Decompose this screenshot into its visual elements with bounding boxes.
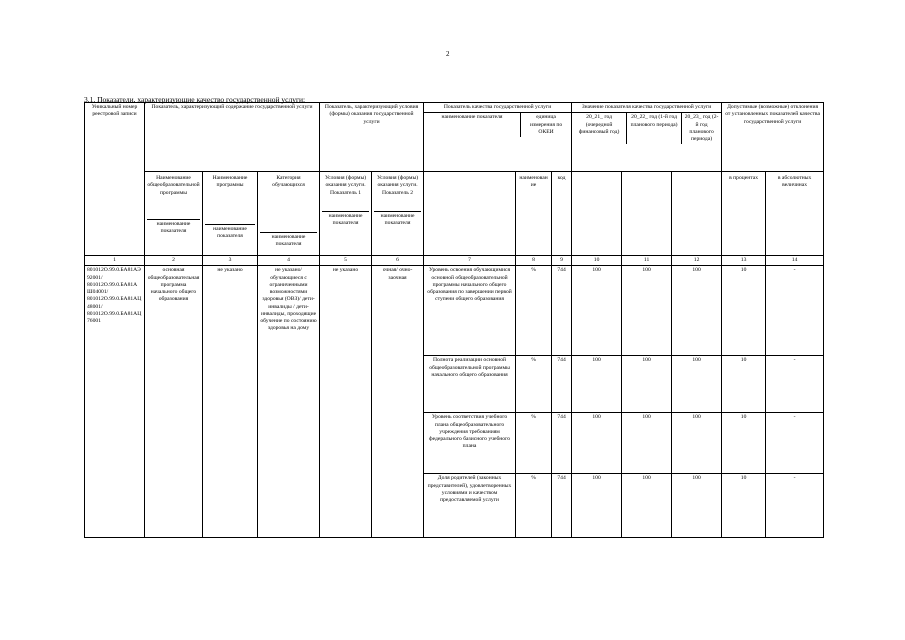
header-quality-indicator — [424, 103, 572, 172]
subheader-programs: Наименование программы наименование показателя — [203, 172, 258, 256]
subheader-condition-1-name: наименование показателя — [322, 211, 369, 228]
record-condition-2: очная/ очно-заочная — [372, 266, 424, 538]
subheader-empty-y2 — [622, 172, 672, 256]
header-conditions-indicator: Показатель, характеризующий условия (формы) оказания государственной услуги — [320, 103, 424, 172]
col-number: 9 — [552, 256, 572, 266]
indicator-value-2: 100 — [622, 413, 672, 474]
indicator-code: 744 — [552, 474, 572, 538]
subheader-unit-name: наименование — [516, 172, 552, 256]
header-quality-title: Показатель качества государственной услуги — [424, 103, 571, 113]
record-program: основная общеобразовательная программа начального общего образования — [145, 266, 203, 538]
col-number: 5 — [320, 256, 372, 266]
header-values-title: Значение показателя качества государственной услуги — [572, 103, 721, 113]
col-number: 8 — [516, 256, 552, 266]
indicator-deviation-absolute: - — [766, 356, 824, 413]
indicator-value-3: 100 — [672, 413, 722, 474]
indicator-unit: % — [516, 266, 552, 356]
indicator-code: 744 — [552, 266, 572, 356]
col-number: 3 — [203, 256, 258, 266]
quality-indicators-table — [84, 102, 824, 538]
indicator-unit: % — [516, 413, 552, 474]
indicator-name: Доля родителей (законных представителей), удовлетворенных условиями и качеством предоставляемой услуги — [424, 474, 516, 538]
header-year-1: 20_21_ год (очередной финансовый год) — [572, 113, 627, 144]
indicator-deviation-percent: 10 — [722, 356, 766, 413]
record-condition-1: не указано — [320, 266, 372, 538]
indicator-value-3: 100 — [672, 266, 722, 356]
indicator-unit: % — [516, 356, 552, 413]
indicator-value-2: 100 — [622, 266, 672, 356]
indicator-deviation-absolute: - — [766, 413, 824, 474]
col-number: 7 — [424, 256, 516, 266]
subheader-program: Наименование общеобразовательной программы наименование показателя — [145, 172, 203, 256]
header-content-indicator: Показатель, характеризующий содержание государственной услуги — [145, 103, 320, 172]
col-number: 2 — [145, 256, 203, 266]
section-heading: 3.1. Показатели, характеризующие качество государственной услуги: — [84, 95, 306, 104]
header-year-2: 20_22_ год (1-й год планового периода) — [627, 113, 682, 144]
record-programs: не указано — [203, 266, 258, 538]
indicator-name: Уровень соответствия учебного плана общеобразовательного учреждения требованиям федерального базисного учебного плана — [424, 413, 516, 474]
indicator-deviation-absolute: - — [766, 474, 824, 538]
indicator-value-1: 100 — [572, 356, 622, 413]
indicator-value-1: 100 — [572, 474, 622, 538]
col-number: 12 — [672, 256, 722, 266]
indicator-value-3: 100 — [672, 474, 722, 538]
subheader-empty-y1 — [572, 172, 622, 256]
indicator-name: Уровень освоения обучающимися основной общеобразовательной программы начального общего образования по завершении первой ступени общего образования — [424, 266, 516, 356]
col-number: 10 — [572, 256, 622, 266]
header-unique-number: Уникальный номер реестровой записи — [85, 103, 145, 256]
table-row — [85, 266, 824, 356]
header-deviation: Допустимые (возможные) отклонения от установленных показателей качества государственной услуги — [722, 103, 824, 172]
indicator-deviation-absolute: - — [766, 266, 824, 356]
col-number: 14 — [766, 256, 824, 266]
subheader-program-name: наименование показателя — [147, 219, 200, 236]
subheader-empty-y3 — [672, 172, 722, 256]
indicator-value-1: 100 — [572, 413, 622, 474]
col-number: 13 — [722, 256, 766, 266]
indicator-name: Полнота реализации основной общеобразовательной программы начального общего образования — [424, 356, 516, 413]
indicator-value-1: 100 — [572, 266, 622, 356]
subheader-unit-code: код — [552, 172, 572, 256]
header-indicator-name: наименование показателя — [424, 113, 521, 137]
indicator-code: 744 — [552, 356, 572, 413]
header-year-3: 20_23_ год (2-й год планового периода) — [684, 114, 719, 143]
col-number: 11 — [622, 256, 672, 266]
column-numbers-row — [85, 256, 824, 266]
subheader-category-name: наименование показателя — [260, 232, 317, 249]
header-unit: единица измерения по ОКЕИ — [529, 114, 563, 135]
subheader-programs-name: наименование показателя — [205, 224, 255, 241]
col-number: 4 — [258, 256, 320, 266]
indicator-value-2: 100 — [622, 474, 672, 538]
indicator-deviation-percent: 10 — [722, 413, 766, 474]
header-values — [572, 103, 722, 172]
subheader-empty-name — [424, 172, 516, 256]
subheader-category: Категория обучающихся наименование показателя — [258, 172, 320, 256]
subheader-deviation-percent: в процентах — [722, 172, 766, 256]
indicator-deviation-percent: 10 — [722, 266, 766, 356]
subheader-condition-1: Условия (формы) оказания услуги. Показатель 1 наименование показателя — [320, 172, 372, 256]
indicator-value-3: 100 — [672, 356, 722, 413]
subheader-condition-2: Условия (формы) оказания услуги. Показатель 2 наименование показателя — [372, 172, 424, 256]
indicator-deviation-percent: 10 — [722, 474, 766, 538]
subheader-deviation-absolute: в абсолютных величинах — [766, 172, 824, 256]
indicator-value-2: 100 — [622, 356, 672, 413]
record-codes: 801012О.99.0.БА81АЭ92001/ 801012О.99.0.БА81АШ04001/ 801012О.99.0.БА81АЦ48001/ 801012О.99.0.БА81АЦ76001 — [85, 266, 145, 538]
subheader-condition-2-name: наименование показателя — [374, 211, 421, 228]
col-number: 6 — [372, 256, 424, 266]
col-number: 1 — [85, 256, 145, 266]
page-number: 2 — [446, 50, 450, 58]
indicator-unit: % — [516, 474, 552, 538]
indicator-code: 744 — [552, 413, 572, 474]
record-category: не указано/ обучающиеся с ограниченными возможностями здоровья (ОВЗ)/ дети-инвалиды / дети-инвалиды, проходящие обучение по состоянию здоровья на дому — [258, 266, 320, 538]
